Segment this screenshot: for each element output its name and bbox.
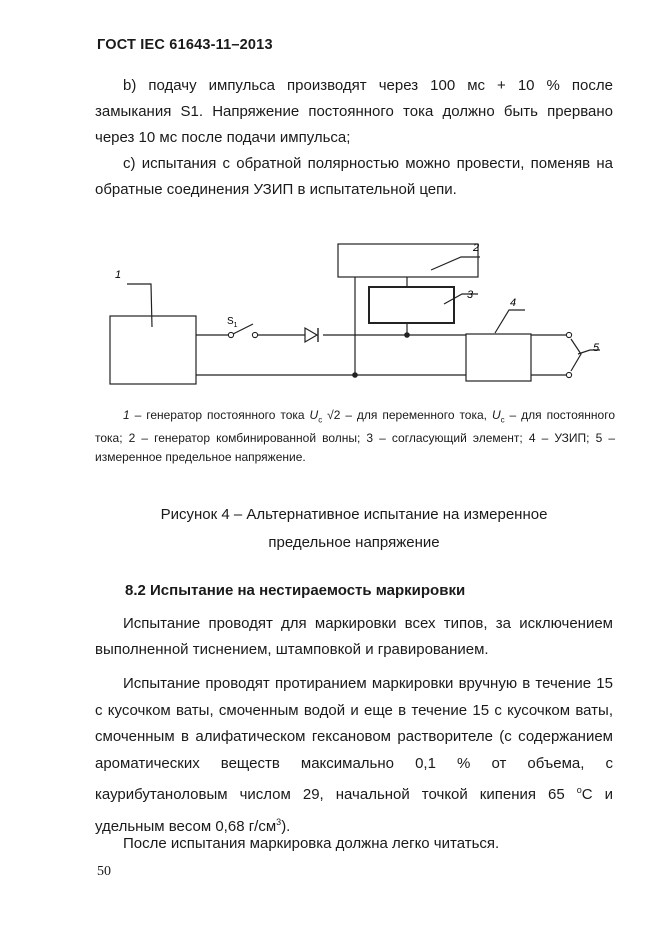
output-terminal [566, 372, 571, 377]
switch-label: $S_1$ [227, 316, 238, 329]
diode-symbol [305, 328, 317, 342]
figure-title-line-2: предельное напряжение [268, 534, 440, 551]
paragraph-c: c) испытания с обратной полярностью можно провести, поменяв на обратные соединения УЗИП в испытательной цепи. [95, 155, 613, 198]
section-paragraph-2: Испытание проводят протиранием маркировки вручную в течение 15 с кусочком ваты, смоченным водой и еще в течение 15 с кусочком ваты, смоченным в алифатическом гексановом растворителе (с содержанием ароматических веществ максимально 0,1 % от объема, с каурибутаноловым числом 29, начальной точкой кипения 65 $^o$C и удельным весом 0,68 $г/см^3$). [95, 675, 613, 835]
label-4: 4 [510, 297, 517, 309]
document-header: ГОСТ IEC 61643-11–2013 [97, 37, 273, 53]
spd-box [466, 334, 531, 381]
junction-dot [352, 372, 358, 378]
label-5: 5 [593, 342, 600, 354]
circuit-diagram [95, 232, 615, 392]
figure-title-line-1: Рисунок 4 – Альтернативное испытание на измеренное [160, 506, 548, 523]
section-heading: 8.2 Испытание на нестираемость маркировки [125, 582, 466, 599]
output-terminal [566, 332, 571, 337]
page-number: 50 [97, 864, 111, 879]
section-paragraph-1: Испытание проводят для маркировки всех типов, за исключением выполненной тиснением, штамповкой и гравированием. [95, 615, 613, 658]
figure-caption: 1 – генератор постоянного тока $U_c$ √2 – для переменного тока, $U_c$ – для постоянного тока; 2 – генератор комбинированной волны; 3 – согласующий элемент; 4 – УЗИП; 5 – измеренное предельное напряжение. [95, 408, 615, 465]
switch-contact [252, 332, 257, 337]
combination-wave-generator-box [338, 244, 478, 277]
label-1: 1 [115, 269, 122, 281]
switch-contact [228, 332, 233, 337]
dc-generator-box [110, 316, 196, 384]
junction-dot [404, 332, 410, 338]
paragraph-b: b) подачу импульса производят через 100 мс + 10 % после замыкания S1. Напряжение постоянного тока должно быть прервано через 10 мс после подачи импульса; [95, 77, 613, 146]
label-2: 2 [473, 242, 480, 254]
label-3: 3 [467, 289, 474, 301]
section-paragraph-3: После испытания маркировка должна легко читаться. [123, 835, 500, 852]
matching-element-box [369, 287, 454, 323]
